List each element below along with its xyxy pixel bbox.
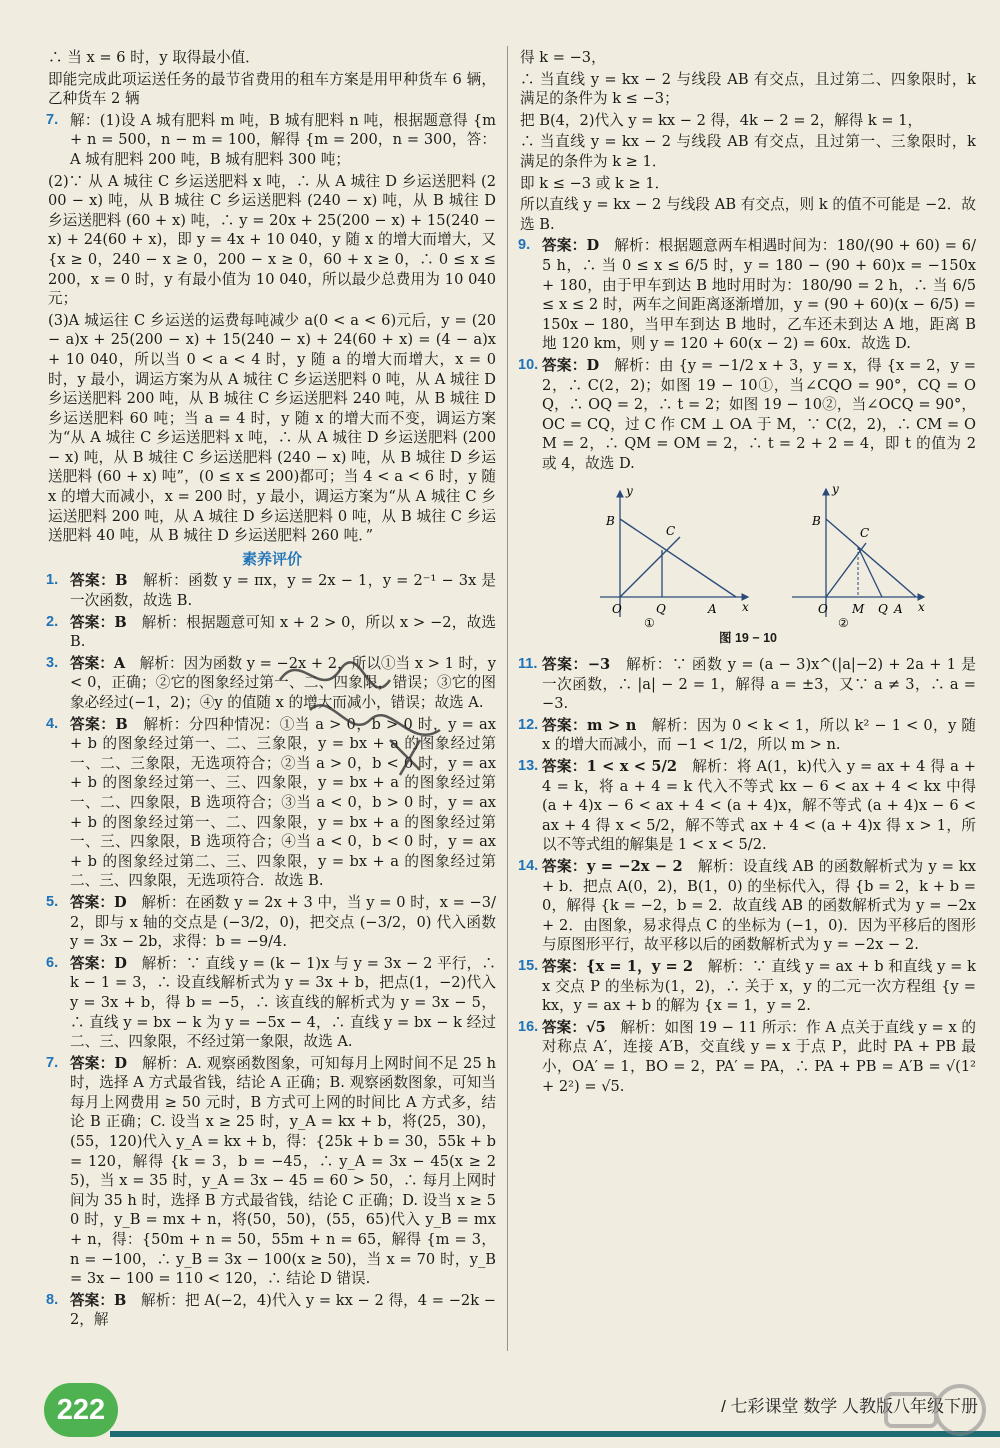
answer-label: 答案：y = −2x − 2 — [542, 858, 683, 875]
answer-label: 答案：D — [70, 893, 127, 911]
question-number: 10. — [518, 356, 539, 373]
question-item — [48, 1054, 496, 1289]
question-number: 6. — [46, 954, 59, 971]
fig2-label-x: x — [918, 600, 925, 615]
question-number: 12. — [518, 716, 539, 733]
explanation-text: 解析：A. 观察函数图象，可知每月上网时间不足 25 h 时，选择 A 方式最省钱，结论 A 正确；B. 观察函数图象，可知当每月上网费用 ≥ 50 元时，B 方式可上网的时间比 A 方式多，结论 B 正确；C. 设当 x ≥ 25 时，y_A = kx + b，将(25，30)，(55，120)代入 y_A = kx + b，得：{25k + b = 30，55k + b = 120，解得 {k = 3，b = −45，∴ y_A = 3x − 45(x ≥ 25)，当 x = 35 时，y_A = 3x − 45 = 60 > 50，∴ 每月上网时间为 35 h 时，选择 B 方式最省钱，结论 C 正确；D. 设当 x ≥ 50 时，y_B = mx + n，将(50，50)，(55，65)代入 y_B = mx + n，得：{50m + n = 50，55m + n = 65，解得 {m = 3，n = −100，∴ y_B = 3x − 100(x ≥ 50)，当 x = 70 时，y_B = 3x − 100 = 110 < 120，∴ 结论 D 错误. — [70, 1054, 496, 1288]
figure-2 — [792, 482, 925, 617]
question-item — [520, 957, 976, 1016]
fig2-label-A: A — [894, 602, 903, 617]
question-number: 3. — [46, 654, 59, 671]
question-number: 9. — [518, 237, 531, 254]
fig2-label-B: B — [812, 514, 821, 529]
explanation-text: 解析：把 A(−2，4)代入 y = kx − 2 得，4 = −2k − 2，解 — [70, 1291, 496, 1329]
explanation-text: 解析：分四种情况：①当 a > 0，b > 0 时，y = ax + b 的图象经过第一、二、三象限，y = bx + a 的图象经过第一、二、三象限，无选项符合；②当 a > 0，b < 0 时，y = ax + b 的图象经过第一、三、四象限，y = bx + a 的图象经过第一、二、四象限，B 选项符合；③当 a < 0，b > 0 时，y = ax + b 的图象经过第一、二、四象限，y = bx + a 的图象经过第一、三、四象限，B 选项符合；④当 a < 0，b < 0 时，y = ax + b 的图象经过第二、三、四象限，y = bx + a 的图象经过第二、三、四象限，无选项符合．故选 B. — [70, 715, 496, 890]
answer-label: 答案：B — [70, 613, 127, 631]
answer-label: 答案：B — [70, 715, 128, 733]
explanation-text: 解析：根据题意可知 x + 2 > 0，所以 x > −2，故选 B. — [70, 613, 496, 651]
explanation-text: 解析：设直线 AB 的函数解析式为 y = kx + b．把点 A(0，2)，B(1，0) 的坐标代入，得 {b = 2，k + b = 0，解得 {k = −2，b = 2．故直线 AB 的函数解析式为 y = −2x + 2．由图象，易求得点 C 的坐标为 (−1，0)．因为平移后的图形与原图形平行，故平移以后的函数解析式为 y = −2x − 2. — [542, 858, 976, 954]
figure-1 — [600, 484, 749, 617]
fig2-sublabel: ② — [838, 616, 849, 631]
figure-caption: 图 19 − 10 — [718, 631, 778, 646]
explanation-text: 解析：因为函数 y = −2x + 2，所以①当 x > 1 时，y < 0，正确；②它的图象经过第一、二、四象限，错误；③它的图象必经过(−1，2)；④y 的值随 x 的增大而减小，错误；故选 A. — [70, 654, 497, 711]
explanation-text: 解析：∵ 函数 y = (a − 3)x^(|a|−2) + 2a + 1 是一次函数，∴ |a| − 2 = 1，解得 a = ±3，又∵ a ≠ 3，∴ a = −3. — [542, 656, 976, 713]
fig2-label-M: M — [852, 602, 865, 617]
paragraph: ∴ 当直线 y = kx − 2 与线段 AB 有交点，且过第一、三象限时，k 满足的条件为 k ≥ 1． — [520, 133, 976, 170]
fig2-label-y: y — [832, 482, 839, 497]
watermark-logo — [880, 1380, 990, 1440]
question-item — [48, 571, 496, 610]
question-item — [520, 716, 976, 755]
paragraph: 得 k = −3， — [520, 49, 606, 66]
answer-label: 答案：D — [70, 954, 127, 972]
figure-19-10 — [520, 477, 976, 631]
question-number: 14. — [518, 858, 539, 874]
explanation-text: 解析：函数 y = πx，y = 2x − 1，y = 2⁻¹ − 3x 是一次函数，故选 B. — [70, 572, 496, 610]
question-number: 1. — [46, 572, 59, 589]
question-number: 11. — [518, 656, 538, 673]
figure-19-10-graphs — [520, 477, 976, 631]
fig2-label-O: O — [818, 602, 828, 617]
explanation-text: 解析：如图 19 − 11 所示：作 A 点关于直线 y = x 的对称点 A′，连接 A′B，交直线 y = x 于点 P，此时 PA + PB 最小，OA′ = 1，BO = 2，PA′ = PA，∴ PA + PB = A′B = √(1² + 2²) = √5. — [542, 1018, 976, 1095]
paragraph: ∴ 当 x = 6 时，y 取得最小值． — [48, 49, 260, 66]
explanation-text: 解析：∵ 直线 y = (k − 1)x 与 y = 3x − 2 平行，∴ k − 1 = 3，∴ 设直线解析式为 y = 3x + b，把点(1，−2)代入 y = 3x + b，得 b = −5，∴ 该直线的解析式为 y = 3x − 5，∴ 直线 y = bx − k 为 y = −5x − 4，∴ 直线 y = bx − k 经过二、三、四象限，不经过第一象限，故选 A. — [70, 954, 496, 1051]
right-column-top — [520, 48, 976, 473]
paragraph: ∴ 当直线 y = kx − 2 与线段 AB 有交点，且过第二、四象限时，k 满足的条件为 k ≤ −3； — [520, 70, 976, 108]
fig1-label-Q: Q — [656, 602, 666, 617]
explanation-text: 解析：将 A(1，k)代入 y = ax + 4 得 a + 4 = k，将 a + 4 = k 代入不等式 kx − 6 < ax + 4 < kx 中得 (a + 4)x − 6 < ax + 4 < (a + 4)x，解不等式 (a + 4)x − 6 < ax + 4 得 x < 5/2，解不等式 ax + 4 < (a + 4)x 得 x > 1，所以不等式组的解集是 1 < x < 5/2. — [542, 758, 976, 854]
answer-label: 答案：A — [70, 654, 126, 672]
question-number: 8. — [46, 1291, 59, 1308]
question-item — [48, 111, 496, 170]
explanation-text: 解析：在函数 y = 2x + 3 中，当 y = 0 时，x = −3/2，即与 x 轴的交点是 (−3/2，0)，把交点 (−3/2，0) 代入函数 y = 3x − 2b，求得：b = −9/4. — [70, 893, 496, 951]
answer-label: 答案：B — [70, 1291, 127, 1309]
explanation-text: 解析：∵ 直线 y = ax + b 和直线 y = kx 交点 P 的坐标为(1，2)，∴ 关于 x，y 的二元一次方程组 {y = kx，y = ax + b 的解为 {x = 1，y = 2. — [542, 957, 977, 1015]
handwriting-scribble — [270, 640, 470, 780]
fig1-sublabel: ① — [644, 616, 655, 631]
question-item — [520, 857, 976, 955]
question-item — [48, 954, 496, 1052]
fig1-label-x: x — [742, 600, 749, 615]
paragraph: 即 k ≤ −3 或 k ≥ 1． — [520, 174, 670, 192]
fig2-label-Q: Q — [878, 602, 888, 617]
right-column — [520, 48, 976, 1348]
explanation-text: 解：(1)设 A 城有肥料 m 吨，B 城有肥料 n 吨，根据题意得 {m + n = 500，n − m = 100，解得 {m = 200，n = 300，答：A 城有肥料 200 吨，B 城有肥料 300 吨； — [70, 111, 496, 168]
question-item — [520, 236, 976, 354]
question-number: 15. — [518, 957, 539, 974]
question-item — [520, 1018, 976, 1096]
answer-label: 答案：{x = 1，y = 2 — [542, 957, 694, 975]
paragraph: (3)A 城运往 C 乡运送的运费每吨减少 a(0 < a < 6)元后，y = (20 − a)x + 25(200 − x) + 15(240 − x) + 24(60 + x) = (4 − a)x + 10 040，所以当 0 < a < 4 时，y 随 a 的增大而增大，x = 0 时，y 最小，调运方案为从 A 城往 C 乡运送肥料 0 吨，从 A 城往 D 乡运送肥料 200 吨，从 B 城往 C 乡运送肥料 240 吨，从 B 城往 D 乡运送肥料 60 吨；当 a = 4 时，y 随 x 的增大而不变，调运方案为“从 A 城往 C 乡运送肥料 x 吨，∴ 从 A 城往 D 乡运送肥料 (200 − x) 吨，从 B 城往 C 乡运送肥料 (240 − x) 吨，从 B 城往 D 乡运送肥料 (60 + x) 吨”，(0 ≤ x ≤ 200)都可；当 4 < a < 6 时，y 随 x 的增大而减小，x = 200 时，y 最小，调运方案为“从 A 城往 C 乡运送肥料 200 吨，从 A 城往 D 乡运送肥料 0 吨，从 B 城往 C 乡运送肥料 40 吨，从 B 城往 D 乡运送肥料 260 吨．” — [48, 311, 496, 545]
question-item — [520, 655, 976, 714]
explanation-text: 解析：由 {y = −1/2 x + 3，y = x，得 {x = 2，y = 2，∴ C(2，2)；如图 19 − 10①，当∠CQO = 90°，CQ = OQ，∴ OQ = 2，∴ t = 2；如图 19 − 10②，当∠OCQ = 90°，OC = CQ，过 C 作 CM ⊥ OA 于 M，∵ C(2，2)，∴ CM = OM = 2，∴ QM = OM = 2，∴ t = 2 + 2 = 4，即 t 的值为 2 或 4，故选 D. — [542, 356, 976, 472]
column-divider — [507, 46, 508, 1351]
answer-label: 答案：D — [542, 237, 600, 255]
question-number: 7. — [46, 111, 59, 128]
explanation-text: 解析：根据题意两车相遇时间为：180/(90 + 60) = 6/5 h，∴ 当 0 ≤ x ≤ 6/5 时，y = 180 − (90 + 60)x = −150x + 180，由于甲车到达 B 地时用时为：180/90 = 2 h，∴ 当 6/5 ≤ x ≤ 2 时，两车之间距离逐渐增加，y = (90 + 60)(x − 6/5) = 150x − 180，当甲车到达 B 地时，乙车还未到达 A 地，距离 B 地 120 km，则 y = 120 + 60(x − 2) = 60x．故选 D. — [542, 237, 977, 353]
question-number: 7. — [46, 1054, 59, 1071]
question-number: 16. — [518, 1018, 539, 1035]
fig1-label-y: y — [626, 484, 633, 499]
explanation-text: 解析：因为 0 < k < 1，所以 k² − 1 < 0，y 随 x 的增大而减小，而 −1 < 1/2，所以 m > n. — [542, 716, 976, 754]
paragraph: 把 B(4，2)代入 y = kx − 2 得，4k − 2 = 2，解得 k = 1， — [520, 111, 923, 129]
question-number: 2. — [46, 613, 59, 630]
page-number-badge: 222 — [44, 1383, 118, 1437]
footer-book-title: / 七彩课堂 数学 人教版八年级下册 — [721, 1397, 978, 1416]
fig1-label-B: B — [606, 514, 615, 529]
answer-label: 答案：√5 — [542, 1018, 606, 1036]
question-item — [48, 1291, 496, 1330]
footer-bar — [110, 1431, 1000, 1437]
question-item — [520, 757, 976, 855]
fig1-label-O: O — [612, 602, 622, 617]
fig1-label-C: C — [666, 524, 676, 539]
answer-label: 答案：D — [70, 1054, 128, 1072]
question-item — [48, 893, 496, 952]
answer-label: 答案：m > n — [542, 716, 637, 734]
paragraph: (2)∵ 从 A 城往 C 乡运送肥料 x 吨，∴ 从 A 城往 D 乡运送肥料 (200 − x) 吨，从 B 城往 C 乡运送肥料 (240 − x) 吨，从 B 城往 D 乡运送肥料 (60 + x) 吨，∴ y = 20x + 25(200 − x) + 15(240 − x) + 24(60 + x)，即 y = 4x + 10 040，y 随 x 的增大而增大，又 {x ≥ 0，240 − x ≥ 0，200 − x ≥ 0，60 + x ≥ 0，∴ 0 ≤ x ≤ 200，x = 0 时，y 有最小值为 10 040，所以最少总费用为 10 040 元； — [48, 172, 496, 308]
answer-label: 答案：B — [70, 572, 128, 590]
fig2-label-C: C — [860, 526, 870, 541]
section-title: 素养评价 — [241, 550, 302, 568]
answer-label: 答案：−3 — [542, 656, 611, 674]
paragraph: 即能完成此项运送任务的最节省费用的租车方案是用甲种货车 6 辆，乙种货车 2 辆 — [48, 70, 496, 108]
paragraph: 所以直线 y = kx − 2 与线段 AB 有交点，则 k 的值不可能是 −2．故选 B. — [520, 196, 976, 233]
question-number: 5. — [46, 893, 59, 910]
answer-label: 答案：1 < x < 5/2 — [542, 758, 678, 776]
question-number: 4. — [46, 715, 59, 732]
right-column-bottom — [520, 655, 976, 1096]
question-item — [520, 356, 976, 474]
question-number: 13. — [518, 758, 539, 775]
answer-label: 答案：D — [542, 356, 600, 374]
fig1-label-A: A — [708, 602, 717, 617]
